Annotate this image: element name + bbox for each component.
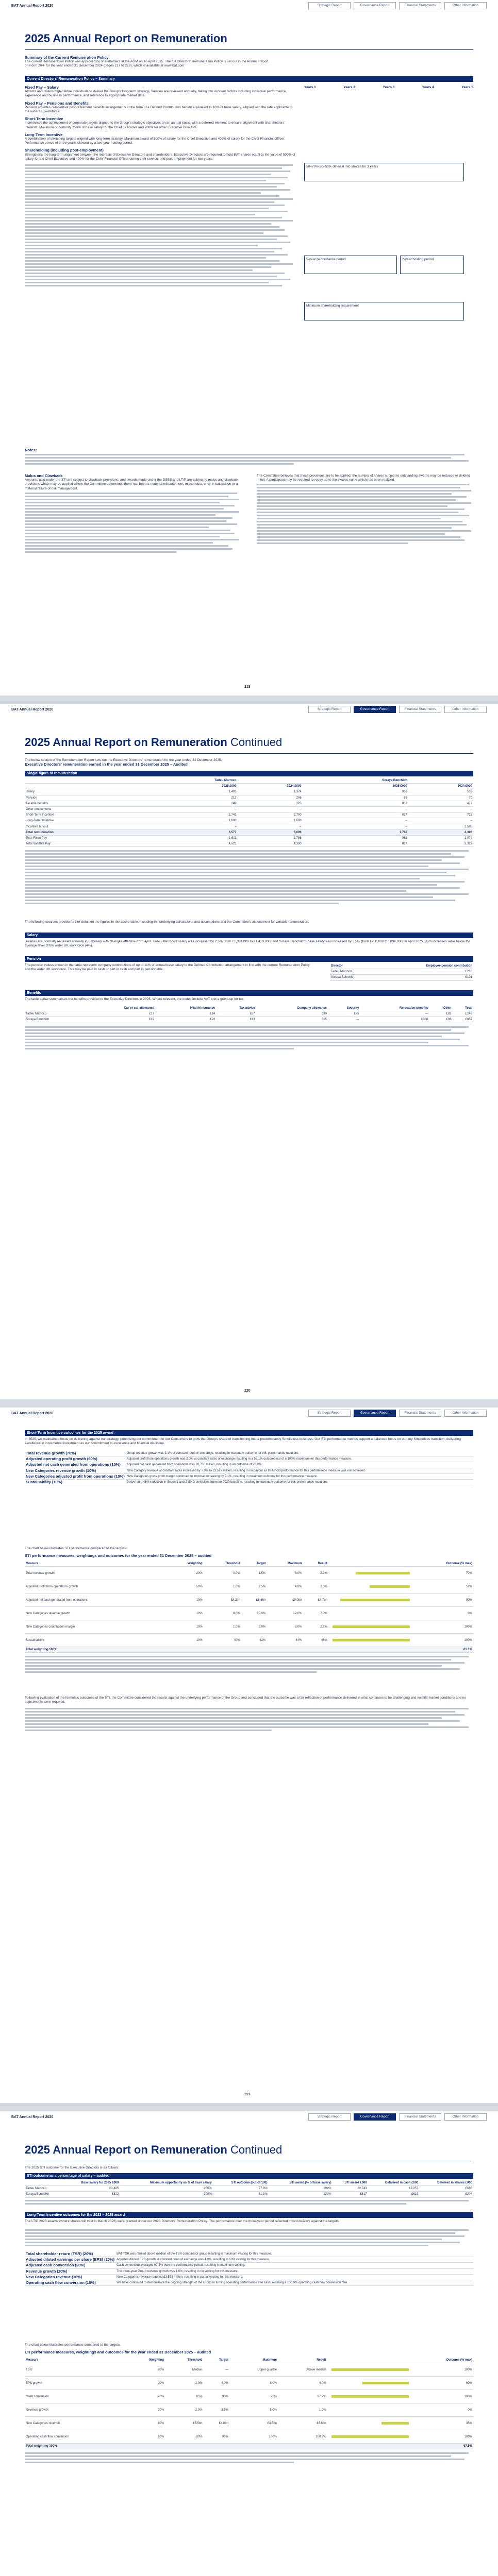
- table-row: Incentive buyout – – – 2,588: [25, 824, 473, 829]
- performance-bar: [356, 1572, 410, 1574]
- page-title-continued: Continued: [230, 736, 283, 749]
- table-row: Revenue growth 20% 2.0% 3.5% 5.0% 1.0% 0%: [25, 2403, 473, 2417]
- benefits-table: Car or car allowance Health insurance Tax advice Company allowance Security Relocation benefits Other Total Tadeu Marroco £17 £14 £87 £30 £75 — £82 £249 Soraya Benchikh £19 £23 £13 £15 — £336 £98 £857: [25, 1006, 473, 1051]
- policy-summary-bar: Current Directors' Remuneration Policy – Summary: [25, 76, 473, 82]
- malus-lines-right: [257, 484, 473, 544]
- col-head: Soraya Benchikh: [303, 778, 408, 784]
- page-title: [25, 736, 282, 749]
- ltip-chart-caption: The chart below illustrates performance compared to the targets.: [25, 2343, 121, 2347]
- ltip-table-title: LTI performance measures, weightings and outcomes for the year ended 31 December 2025 – audited: [25, 2350, 211, 2354]
- report-page-3: [0, 1408, 498, 2103]
- timeline-year: Years 5: [461, 86, 473, 89]
- policy-items: [25, 86, 298, 288]
- table-row: New Categories adjusted profit from operations (10%) New Categories gross profit margin continued to improve increasing by 2.1%, resulting in maximum outcome for this performance measure.: [25, 1473, 473, 1479]
- title-rule: [25, 753, 473, 754]
- sti-following: Following evaluation of the formulaic outcomes of the STI, the Committee considered the results against the underlying performance of the Group and concluded that the outcome was a fair reflection of performance delivered in what continues to be challenging and volatile market conditions and no adjustments were required.: [25, 1696, 466, 1704]
- tab-financial-statements[interactable]: Financial Statements: [399, 2113, 441, 2121]
- policy-item-title: Long-Term Incentive: [25, 132, 63, 137]
- benefit-notes-lines: [25, 1026, 473, 1049]
- sti-intro: In 2025, we maintained focus on delivering against our strategy, prioritising our commitment to our Consumers to grow the Group's share of transitioning into a predominantly Smokeless business. Our STI performance metrics support a balanced focus on our key Smokeless transition, delivering excellence in incremental investment as our commitment to excellence and financial discipline.: [25, 1437, 461, 1446]
- performance-bar: [331, 2368, 409, 2371]
- holding-period-label: 2-year holding period: [402, 258, 434, 261]
- holding-period-box: [400, 256, 464, 274]
- policy-item-text: Attracts and retains high-calibre individuals to deliver the Group's long-term strategy. Salaries are reviewed annually, taking into account factors including individual performance, experience and business performance, and reference to appropriate market data.: [25, 90, 287, 98]
- performance-bar: [340, 1599, 410, 1601]
- sti-notes-lines: [25, 1656, 473, 1673]
- timeline-years: [304, 86, 473, 90]
- sti-following-lines: [25, 1706, 473, 1733]
- table-row-total: Total remuneration 6,577 6,096 1,768 4,396: [25, 829, 473, 835]
- policy-item: [25, 86, 298, 98]
- policy-item: [25, 101, 298, 114]
- tab-strategic-report[interactable]: Strategic Report: [308, 706, 351, 713]
- table-row: Adjusted cash conversion (20%) Cash conversion averaged 97.2% over the performance period, resulting in maximum vesting.: [25, 2263, 473, 2268]
- page-number: 218: [244, 685, 251, 689]
- sti-deferral-label: 50–70% 30–50% deferral into shares for 3 years: [306, 165, 378, 168]
- performance-bar: [331, 2395, 409, 2398]
- ltip-metrics: [25, 2251, 473, 2286]
- performance-bar: [333, 1639, 410, 1641]
- report-brand: BAT Annual Report 2020: [11, 1411, 54, 1415]
- tab-financial-statements[interactable]: Financial Statements: [399, 706, 441, 713]
- sti-performance-table: Measure Weighting Threshold Target Maximum Result Outcome (% max) Total revenue growth 20% 0.0% 1.5% 3.0% 2.1% 70% Adjusted profit from operations growth 50% 1.0% 2.5% 4.0% 2.0% 52% Adjusted net cash generated from operations 10% £8.2bn £8.6bn £9.0bn £8.7bn 90% New Categories revenue growth 10% 8.0% 10.0% 12.0% 7.0% 0% New Categories contribution margin 10% 1.0% 2.0% 3.0% 2.1% 100% Sustainability 10% 40% 42% 44% 46% 100% Total weighting 100% 61.1%: [25, 1561, 473, 1674]
- table-row: EPS growth 20% 2.0% 4.0% 8.0% 4.0% 60%: [25, 2377, 473, 2390]
- timeline-year: Years 4: [422, 86, 434, 89]
- report-brand: BAT Annual Report 2020: [11, 2115, 54, 2119]
- top-nav: [0, 1408, 498, 1419]
- table-row: Revenue growth (20%) The three-year Group revenue growth was 1.0%, resulting in no vesting for this measure.: [25, 2268, 473, 2274]
- top-nav: [0, 0, 498, 11]
- sti-award-intro: The 2025 STI outcome for the Executive Directors is as follows:: [25, 2166, 119, 2170]
- page-title: [25, 2143, 282, 2157]
- timeline-year: Years 1: [304, 86, 316, 89]
- malus-section: [25, 474, 241, 554]
- table-row: Adjusted net cash generated from operations (10%) Adjusted net cash generated from operations was £8,730 million, resulting in an outcome of 90.0%.: [25, 1462, 473, 1468]
- col-head: 2024 £000: [408, 784, 473, 789]
- report-brand: BAT Annual Report 2020: [11, 707, 54, 711]
- performance-bar: [333, 1625, 410, 1628]
- summary-title: Summary of the Current Remuneration Policy: [25, 55, 109, 60]
- policy-item-text: Incentivises the achievement of corporate targets aligned to the Group's strategic objectives on an annual basis, with a deferred element to ensure alignment with shareholders' interests. Maximum opportunity 250% of base salary for the Chief Executive and 200% for other Executive Directors.: [25, 121, 285, 129]
- sti-table-title: STI performance measures, weightings and outcomes for the year ended 31 December 2025 – audited: [25, 1553, 212, 1558]
- ltip-notes-lines: [25, 2452, 473, 2463]
- single-figure-bar: Single figure of remuneration: [25, 771, 473, 776]
- page-title-main: 2025 Annual Report on Remuneration: [25, 2143, 227, 2156]
- notes-label: Notes:: [25, 448, 37, 452]
- tab-governance-report[interactable]: Governance Report: [354, 706, 396, 713]
- top-nav: [0, 2111, 498, 2123]
- single-figure-table: [25, 778, 473, 906]
- shareholding-box: [304, 302, 464, 320]
- malus-lines: [25, 493, 241, 553]
- report-page-4: [0, 2111, 498, 2576]
- policy-item-text: Pension provides competitive post-retirement benefits arrangements in the form of a Defined Contribution benefit equivalent to 10% of base salary, aligned with the rate applicable to the wider UK workforce.: [25, 105, 293, 114]
- table-row: New Categories revenue growth 10% 8.0% 10.0% 12.0% 7.0% 0%: [25, 1607, 473, 1620]
- table-row: Operating cash flow conversion (10%) We have continued to demonstrate the ongoing strength of the Group in turning operating performance into cash, realising a 100.9% operating cash flow conversion rate.: [25, 2280, 473, 2286]
- col-head: [25, 784, 144, 789]
- table-row: Adjusted operating profit growth (50%) Adjusted profit from operations growth was 2.0% at constant rates of exchange resulting in a 52.1% outcome out of a 100% maximum for this performance measure.: [25, 1456, 473, 1462]
- report-page-2: [0, 704, 498, 1399]
- notes-lines: [25, 454, 473, 465]
- col-head: [408, 778, 473, 784]
- table-row: Adjusted net cash generated from operations 10% £8.2bn £8.6bn £9.0bn £8.7bn 90%: [25, 1594, 473, 1607]
- table-row-total: Total weighting 100% 61.1%: [25, 1647, 473, 1653]
- summary-intro: The current Remuneration Policy was approved by shareholders at the AGM on 16 April 2025. The full Directors' Remuneration Policy is set out in the Annual Report on Form 20-F for the year ended 31 December 2024 (pages 217 to 229), which is available at www.bat.com: [25, 60, 269, 68]
- tab-other-information[interactable]: Other Information: [444, 706, 487, 713]
- table-row: Total Fixed Pay 1,611 1,786 961 1,074: [25, 836, 473, 841]
- table-row: Sustainability (10%) Delivered a 46% reduction in Scope 1 and 2 GHG emissions from our 2020 baseline, resulting in maximum outcome for this performance measure.: [25, 1480, 473, 1485]
- ltip-intro: The LTIP 2023 awards (where shares will vest in March 2026) were granted under our 2023 Directors' Remuneration Policy. The performance over the three-year period reflected mixed delivery against the targets.: [25, 2219, 340, 2223]
- sti-metrics: [25, 1451, 473, 1485]
- pension-table: Director Employee pension contribution Tadeu Marroco £210 Soraya Benchikh £101: [330, 963, 473, 981]
- sti-award-bar: STI outcome as a percentage of salary – audited: [25, 2173, 473, 2179]
- ltip-performance-table: Measure Weighting Threshold Target Maximum Result Outcome (% max) TSR 20% Median — Upper quartile Above median 100% EPS growth 20% 2.0% 4.0% 8.0% 4.0% 60% Cash conversion 20% 85% 90% 95% 97.2% 100% Revenue growth 20% 2.0% 3.5% 5.0% 1.0% 0% New Categories revenue 10% £3.5bn £4.0bn £4.5bn £3.6bn 35% Operating cash flow conversion 10% 80% 90% 100% 100.9% 100% Total weighting 100% 67.5%: [25, 2358, 473, 2465]
- policy-item-title: Fixed Pay – Pensions and Benefits: [25, 100, 89, 106]
- policy-detail-lines: [25, 164, 293, 286]
- malus-section-right: [257, 474, 473, 546]
- table-row: Sustainability 10% 40% 42% 44% 46% 100%: [25, 1634, 473, 1647]
- policy-item: [25, 148, 298, 161]
- tab-financial-statements[interactable]: Financial Statements: [399, 1410, 441, 1417]
- policy-item-text: Strengthens the long-term alignment between the interests of Executive Directors and shareholders. Executive Directors are required to hold BAT shares equal to the value of 500% of salary for the Chief Executive and 400% for the Chief Financial Officer during their service, and post-employment for two years.: [25, 152, 295, 161]
- performance-bar: [381, 2422, 409, 2425]
- tab-other-information[interactable]: Other Information: [444, 2113, 487, 2121]
- col-head: Tadeu Marroco: [144, 778, 237, 784]
- ltip-intro-lines: [25, 2228, 473, 2248]
- benefits-text: The table below summarises the benefits provided to the Executive Directors in 2025. Where relevant, the codes include VAT and a gross-up for tax.: [25, 997, 244, 1001]
- table-row: Taxable benefits 349 226 857 477: [25, 801, 473, 806]
- table-row: Soraya Benchikh £822 200% 61.1% 122% £817 £613 £204: [25, 2192, 473, 2197]
- table-row: Tadeu Marroco £210: [330, 969, 473, 975]
- following-text: The following sections provide further detail on the figures in the above table, including the underlying calculations and assumptions and the Committee's assessment for variable remuneration.: [25, 920, 309, 924]
- award-notes-lines: [25, 2200, 473, 2205]
- table-row: New Categories revenue 10% £3.5bn £4.0bn £4.5bn £3.6bn 35%: [25, 2417, 473, 2430]
- remuneration-intro: [25, 758, 473, 767]
- policy-item-title: Short-Term Incentive: [25, 116, 63, 122]
- table-row: New Categories revenue (10%) New Categories revenue reached £3,573 million, resulting in partial vesting for this measure.: [25, 2274, 473, 2280]
- timeline-panel: [304, 86, 473, 308]
- table-row: Short-Term Incentive 2,743 2,700 817 728: [25, 812, 473, 818]
- page-number: 221: [244, 2093, 251, 2096]
- table-row: Salary 1,493 1,374 963 533: [25, 789, 473, 795]
- table-row: Long-Term Incentive 1,880 1,680 – –: [25, 818, 473, 824]
- tab-strategic-report[interactable]: Strategic Report: [308, 2, 351, 9]
- table-row: Soraya Benchikh £101: [330, 975, 473, 980]
- table-row: New Categories revenue growth (10%) New Category revenue at constant rates increased by 7.0% to £3,573 million, resulting in no payout as threshold performance for this performance measure was not achieved.: [25, 1468, 473, 1473]
- policy-item-title: Fixed Pay – Salary: [25, 85, 59, 90]
- tab-governance-report[interactable]: Governance Report: [354, 1410, 396, 1417]
- ltip-period-label: 5-year performance period: [306, 258, 346, 261]
- report-page-1: [0, 0, 498, 696]
- timeline-year: Years 3: [383, 86, 395, 89]
- timeline-year: Years 2: [343, 86, 356, 89]
- salary-bar: Salary: [25, 933, 473, 938]
- table-row: Total revenue growth 20% 0.0% 1.5% 3.0% 2.1% 70%: [25, 1567, 473, 1580]
- tab-other-information[interactable]: Other Information: [444, 1410, 487, 1417]
- policy-item-text: A combination of stretching targets aligned with long-term strategy. Maximum award of 500% of salary for the Chief Executive and 400% of salary for the Chief Financial Officer. Performance period of three years followed by a two-year holding period.: [25, 137, 285, 145]
- col-head: 2025 £000: [303, 784, 408, 789]
- tab-strategic-report[interactable]: Strategic Report: [308, 2113, 351, 2121]
- table-row: Total shareholder return (TSR) (20%) BAT TSR was ranked above median of the TSR comparator group resulting in maximum vesting for this measure.: [25, 2251, 473, 2257]
- benefits-bar: Benefits: [25, 990, 473, 996]
- ltip-period-box: [304, 256, 397, 274]
- pension-text: The pension values shown in the table represent company contributions of up to 11% of annual base salary to the Defined Contribution arrangement in line with the current Remuneration Policy and the wider UK workforce. This may be paid in cash or part in cash and part in pensionable.: [25, 963, 310, 972]
- table-row: Adjusted profit from operations growth 50% 1.0% 2.5% 4.0% 2.0% 52%: [25, 1580, 473, 1594]
- pension-bar: Pension: [25, 956, 473, 962]
- malus-text-2: The Committee believes that these provisions are to be applied, the number of shares subject to outstanding awards may be reduced or deleted in full. A participant may be required to repay up to the excess value which has been realised.: [257, 474, 470, 482]
- table-row: Soraya Benchikh £19 £23 £13 £15 — £336 £98 £857: [25, 1017, 473, 1023]
- ltip-outcomes-bar: Long-Term Incentive outcomes for the 2023 – 2025 award: [25, 2212, 473, 2218]
- table-row: Other emoluments – – – –: [25, 807, 473, 812]
- page-title: 2025 Annual Report on Remuneration: [25, 32, 227, 45]
- table-row: New Categories contribution margin 10% 1.0% 2.0% 3.0% 2.1% 100%: [25, 1620, 473, 1634]
- table-row: TSR 20% Median — Upper quartile Above median 100%: [25, 2363, 473, 2377]
- col-head: [25, 778, 144, 784]
- tab-other-information[interactable]: Other Information: [444, 2, 487, 9]
- table-notes-lines: [25, 850, 473, 904]
- intro-text: The below section of the Remuneration Report sets out the Executive Directors' remuneration for the year ended 31 December 2025.: [25, 758, 222, 762]
- malus-title: Malus and Clawback: [25, 473, 63, 478]
- table-row: Total revenue growth (70%) Group revenue growth was 2.1% at constant rates of exchange, resulting in maximum outcome for this performance measure.: [25, 1451, 473, 1456]
- sti-deferral-box: [304, 163, 464, 181]
- summary-section: [25, 56, 272, 69]
- page-title-main: 2025 Annual Report on Remuneration: [25, 736, 227, 749]
- table-row: Tadeu Marroco £1,405 250% 77.8% 194% £2,743 £2,057 £686: [25, 2186, 473, 2192]
- col-head: 2025 £000: [144, 784, 237, 789]
- malus-text: Amounts paid under the STI are subject to clawback provisions, and awards made under the DSBS and LTIP are subject to malus and clawback provisions which may be applied where the Committee determines there has been a material misstatement, misconduct, error in calculation or a material failure of risk management.: [25, 478, 239, 490]
- policy-item: [25, 117, 298, 130]
- top-nav: [0, 704, 498, 715]
- table-row-total: Total weighting 100% 67.5%: [25, 2444, 473, 2449]
- salary-text: Salaries are normally reviewed annually in February with changes effective from April. Tadeu Marroco's salary was increased by 2.5% (from £1,384,000 to £1,419,000) and Soraya Benchikh's base salary was increased by 3.5% (from £930,000 to £839,000) in April 2025. Both increases were below the average level of the wider UK workforce (4%).: [25, 940, 471, 948]
- col-head: 2024 £000: [238, 784, 303, 789]
- chart-caption: The chart below illustrates STI performance compared to the targets.: [25, 1547, 127, 1550]
- performance-bar: [362, 2382, 409, 2384]
- report-brand: BAT Annual Report 2020: [11, 4, 54, 8]
- table-row: Total Variable Pay 4,623 4,380 817 3,322: [25, 841, 473, 847]
- table-row: Adjusted diluted earnings per share (EPS) (20%) Adjusted diluted EPS growth at constant rates of exchange was 4.0%, resulting in 60% vesting for this measure.: [25, 2257, 473, 2263]
- title-rule: [25, 49, 473, 50]
- tab-financial-statements[interactable]: Financial Statements: [399, 2, 441, 9]
- tab-governance-report[interactable]: Governance Report: [354, 2113, 396, 2121]
- table-row: Tadeu Marroco £17 £14 £87 £30 £75 — £82 £249: [25, 1011, 473, 1017]
- policy-item-title: Shareholding (including post-employment): [25, 148, 104, 153]
- policy-item: [25, 133, 298, 146]
- tab-governance-report[interactable]: Governance Report: [354, 2, 396, 9]
- shareholding-label: Minimum shareholding requirement: [306, 304, 359, 308]
- table-title: Executive Directors' remuneration earned in the year ended 31 December 2025 – Audited: [25, 762, 188, 767]
- col-head: [238, 778, 303, 784]
- table-row: Pension 212 206 83 70: [25, 795, 473, 801]
- page-title-continued: Continued: [230, 2143, 283, 2156]
- table-row: Cash conversion 20% 85% 90% 95% 97.2% 100%: [25, 2390, 473, 2403]
- tab-strategic-report[interactable]: Strategic Report: [308, 1410, 351, 1417]
- page-number: 220: [244, 1389, 251, 1393]
- performance-bar: [370, 1585, 410, 1588]
- sti-outcomes-bar: Short-Term Incentive outcomes for the 2025 award: [25, 1430, 473, 1436]
- sti-award-table: Base salary for 2025 £000 Maximum opportunity as % of base salary STI outcome (out of 100) STI award (% of base salary) STI award £000 Delivered in cash £000 Deferred in shares £000 Tadeu Marroco £1,405 250% 77.8% 194% £2,743 £2,057 £686 Soraya Benchikh £822 200% 61.1% 122% £817 £613 £204: [25, 2180, 473, 2206]
- table-row: Operating cash flow conversion 10% 80% 90% 100% 100.9% 100%: [25, 2430, 473, 2444]
- policy-notes: [25, 448, 473, 466]
- performance-bar: [331, 2435, 409, 2438]
